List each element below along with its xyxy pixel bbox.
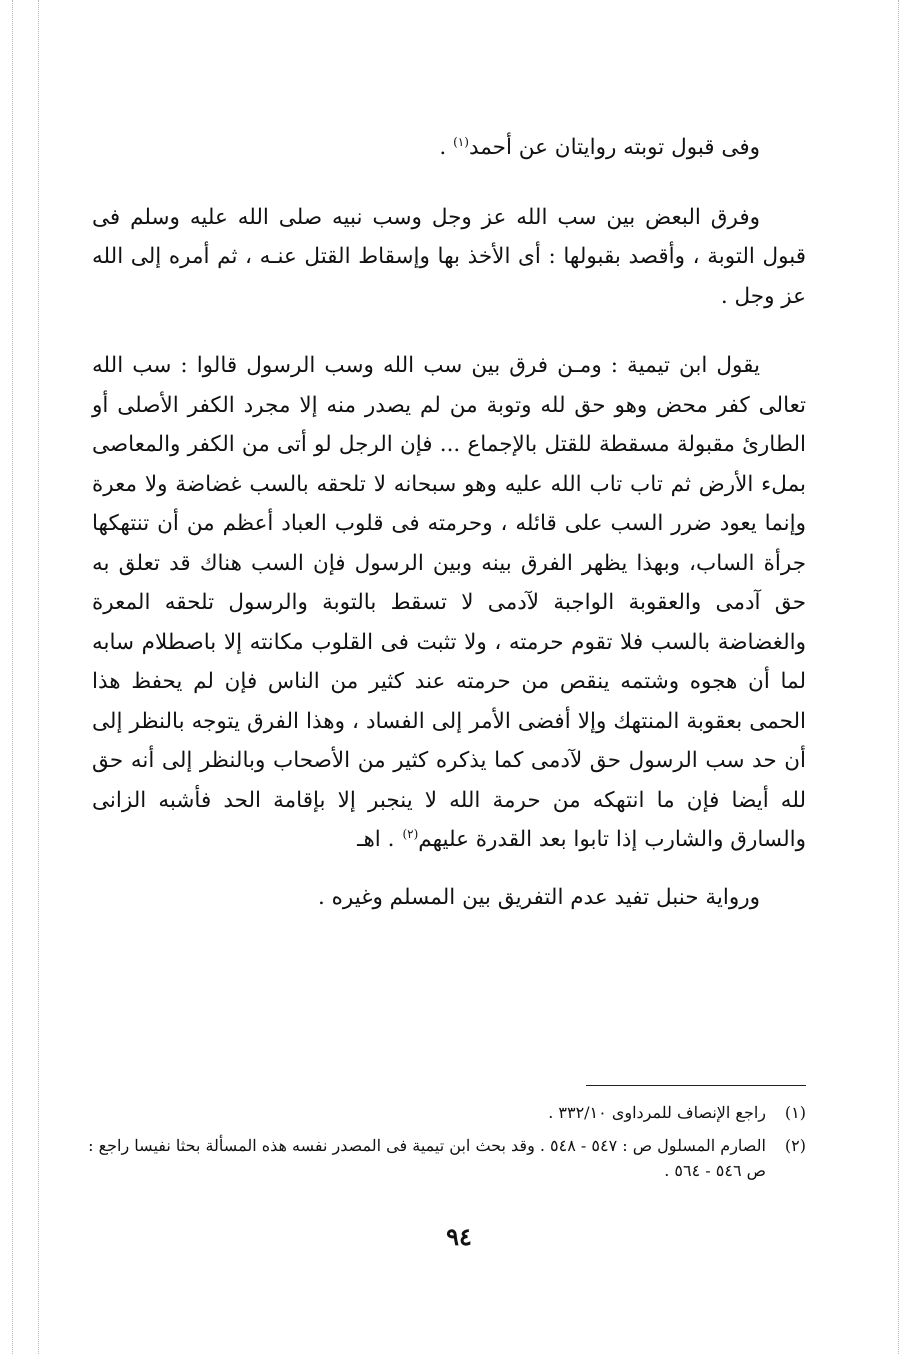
paragraph-3 [92, 346, 806, 860]
page-number: ٩٤ [446, 1222, 472, 1251]
footnote-1 [80, 1100, 806, 1125]
paragraph-2: وفرق البعض بين سب الله عز وجل وسب نبيه صلى الله عليه وسلم فى قبول التوبة ، وأقصد بقبولها : أى الأخذ بها وإسقاط القتل عنـه ، ثم أمره إلى الله عز وجل . [92, 204, 806, 309]
footnote-1-number: (١) [784, 1103, 806, 1122]
footnote-1-text: راجع الإنصاف للمرداوى ٣٣٢/١٠ . [548, 1103, 766, 1122]
footnotes [80, 1100, 806, 1191]
scan-dotted-line [38, 0, 39, 1354]
footnote-ref-1: (١) [453, 134, 469, 149]
paragraph-1 [92, 128, 806, 168]
footnote-2-text: الصارم المسلول ص : ٥٤٧ - ٥٤٨ . وقد بحث ابن تيمية فى المصدر نفسه هذه المسألة بحثا نفيسا راجع : ص ٥٤٦ - ٥٦٤ . [88, 1136, 766, 1180]
footnote-ref-2: (٢) [402, 826, 419, 841]
paragraph-3-text: يقول ابن تيمية : ومـن فرق بين سب الله وسب الرسول قالوا : سب الله تعالى كفر محض وهو حق لله وتوبة من لم يصدر منه إلا مجرد الكفر الأصلى أو الطارئ مقبولة مسقطة للقتل بالإجماع ... فإن الرجل لو أتى من الكفر والمعاصى بملء الأرض ثم تاب تاب الله عليه وهو سبحانه لا تلحقه بالسب غضاضة ولا معرة وإنما يعود ضرر السب على قائله ، وحرمته فى قلوب العباد أعظم من أن تنتهكها جرأة الساب، وبهذا يظهر الفرق بينه وبين الرسول فإن السب هناك قد تعلق به حق آدمى والعقوبة الواجبة لآدمى لا تسقط بالتوبة والرسول تلحقه المعرة والغضاضة بالسب فلا تقوم حرمته ، ولا تثبت فى القلوب مكانته إلا باصطلام سابه لما أن هجوه وشتمه ينقص من حرمته عند كثير من الناس فإن لم يحفظ هذا الحمى بعقوبة المنتهك وإلا أفضى الأمر إلى الفساد ، وهذا الفرق يتوجه بالنظر إلى أن حد سب الرسول حق لآدمى كما يذكره كثير من الأصحاب وبالنظر إلى أنه حق لله أيضا فإن ما انتهكه من حرمة الله لا ينجبر إلا بإقامة الحد فأشبه الزانى والسارق والشارب إذا تابوا بعد القدرة عليهم [92, 353, 806, 852]
paragraph-gap [92, 168, 806, 198]
paragraph-4: ورواية حنبل تفيد عدم التفريق بين المسلم وغيره . [317, 884, 760, 910]
main-text [92, 128, 806, 917]
paragraph-gap [92, 860, 806, 878]
footnote-separator [586, 1085, 806, 1086]
paragraph-1-text: وفى قبول توبته روايتان عن أحمد [468, 135, 760, 160]
scan-dotted-line [898, 0, 899, 1354]
footnote-2 [80, 1133, 806, 1183]
footnote-2-number: (٢) [784, 1136, 806, 1155]
scan-dotted-line [12, 0, 13, 1354]
paragraph-gap [92, 316, 806, 346]
paragraph-3-end: . اهـ [357, 827, 395, 852]
paragraph-1-end: . [439, 135, 447, 160]
